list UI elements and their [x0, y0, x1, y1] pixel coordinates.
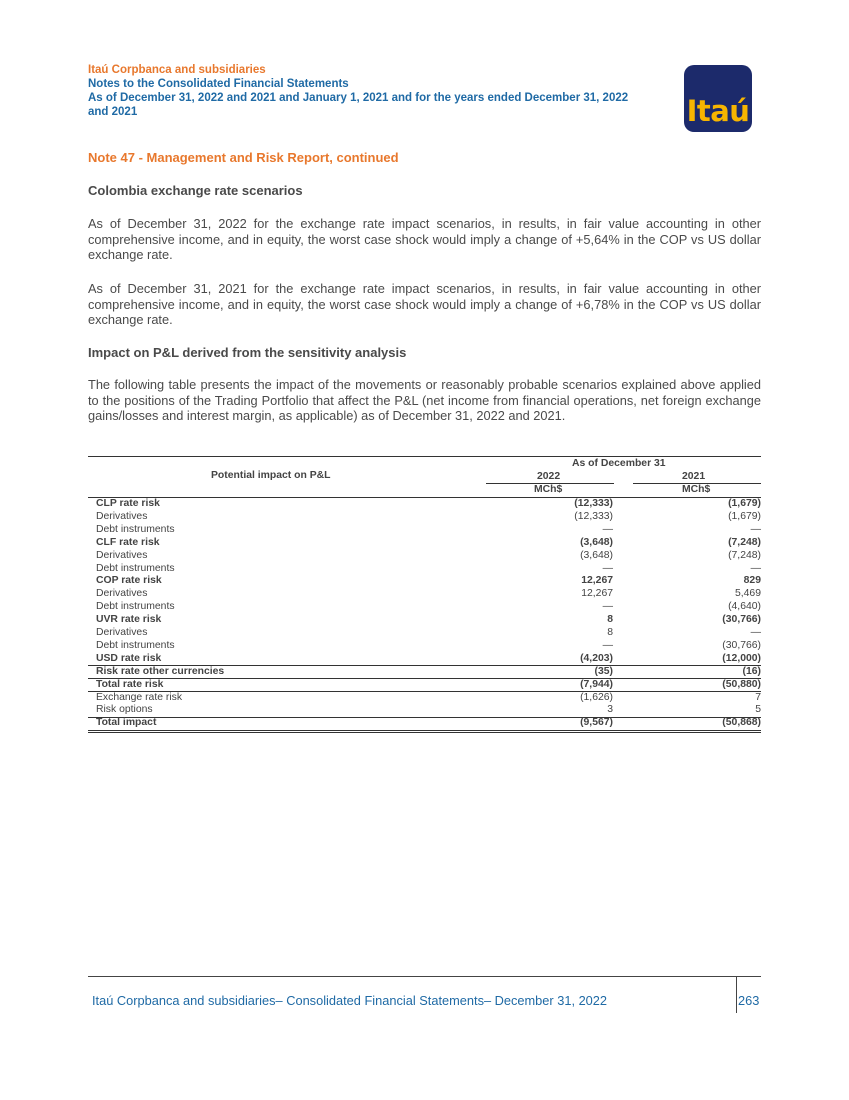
value-2021: (1,679) [728, 510, 761, 522]
note-title: Note 47 - Management and Risk Report, continued [88, 150, 399, 165]
value-2022: (1,626) [580, 691, 613, 703]
row-label: UVR rate risk [96, 614, 162, 626]
table-row [88, 614, 761, 627]
value-2021: (7,248) [728, 549, 761, 561]
header-subtitle: Notes to the Consolidated Financial Statements [88, 78, 349, 90]
table-row [88, 627, 761, 640]
table-row [88, 563, 761, 576]
row-label: Exchange rate risk [96, 691, 183, 703]
period-header: As of December 31 [572, 458, 666, 469]
value-2022: — [602, 523, 613, 535]
company-name: Itaú Corpbanca and subsidiaries [88, 64, 266, 76]
table-row [88, 588, 761, 601]
value-2022: — [602, 639, 613, 651]
value-2021: 5,469 [734, 588, 761, 600]
page-number: 263 [738, 993, 760, 1008]
section-title-impact: Impact on P&L derived from the sensitivity analysis [88, 345, 407, 360]
table-row [88, 524, 761, 537]
footer-divider [736, 976, 737, 1013]
row-label: Risk rate other currencies [96, 665, 225, 677]
value-2022: (3,648) [580, 549, 613, 561]
col-2021-unit: MCh$ [682, 484, 711, 495]
value-2021: 7 [755, 691, 761, 703]
row-label: Debt instruments [96, 523, 175, 535]
row-label: CLF rate risk [96, 536, 160, 548]
value-2021: (1,679) [728, 498, 761, 509]
value-2021: — [750, 523, 761, 535]
row-label: Derivatives [96, 627, 148, 638]
value-2022: (9,567) [580, 717, 613, 729]
value-2022: 8 [607, 614, 613, 626]
table-row [88, 550, 761, 563]
value-2022: (35) [594, 665, 613, 677]
row-label: CLP rate risk [96, 498, 160, 509]
table-row [88, 640, 761, 653]
header-period-cont: and 2021 [88, 106, 138, 118]
table-bottom-rule [88, 732, 761, 733]
table-row [88, 511, 761, 524]
value-2022: (12,333) [574, 510, 613, 522]
table-row [88, 679, 761, 692]
footer-rule [88, 976, 761, 977]
table-row [88, 666, 761, 679]
value-2022: (7,944) [580, 678, 613, 690]
col-2022-unit: MCh$ [534, 484, 563, 495]
logo-text: Itaú [686, 94, 750, 128]
row-label: Debt instruments [96, 562, 175, 574]
value-2022: 12,267 [581, 588, 613, 600]
table-row [88, 498, 761, 511]
row-label: Debt instruments [96, 601, 175, 613]
row-header-label: Potential impact on P&L [211, 470, 331, 481]
col-2021-year: 2021 [682, 471, 706, 482]
value-2022: (4,203) [580, 652, 613, 664]
table-bottom-rule [88, 730, 761, 731]
row-label: Total impact [96, 717, 157, 729]
value-2021: (50,880) [722, 678, 761, 690]
section-title-colombia: Colombia exchange rate scenarios [88, 183, 303, 198]
value-2022: 8 [607, 627, 613, 638]
table-row [88, 692, 761, 705]
paragraph-2022-scenario: As of December 31, 2022 for the exchange rate impact scenarios, in results, in fair value accounting in other comprehensive income, and in equity, the worst case shock would imply a change of +5,64% in the COP vs US dollar exchange rate. [88, 216, 761, 262]
row-label: Derivatives [96, 510, 148, 522]
row-label: COP rate risk [96, 575, 162, 587]
row-label: Derivatives [96, 549, 148, 561]
value-2022: — [602, 562, 613, 574]
itau-logo [684, 65, 752, 132]
table-row [88, 704, 761, 717]
value-2022: 12,267 [581, 575, 613, 587]
table-row [88, 575, 761, 588]
row-label: Total rate risk [96, 678, 164, 690]
value-2021: (30,766) [722, 639, 761, 651]
value-2021: (12,000) [722, 652, 761, 664]
value-2021: 5 [755, 704, 761, 716]
value-2022: (3,648) [580, 536, 613, 548]
col-2022-year: 2022 [537, 471, 561, 482]
row-label: Debt instruments [96, 639, 175, 651]
table-row [88, 653, 761, 666]
value-2021: — [750, 627, 761, 638]
table-row [88, 717, 761, 730]
table-row [88, 601, 761, 614]
value-2021: 829 [743, 575, 761, 587]
header-period: As of December 31, 2022 and 2021 and January 1, 2021 and for the years ended December 31, 2022 [88, 92, 629, 104]
table-top-rule [88, 456, 761, 457]
value-2021: — [750, 562, 761, 574]
value-2021: (30,766) [722, 614, 761, 626]
table-row [88, 537, 761, 550]
row-label: USD rate risk [96, 652, 162, 664]
row-label: Derivatives [96, 588, 148, 600]
value-2021: (4,640) [728, 601, 761, 613]
value-2021: (50,868) [722, 717, 761, 729]
paragraph-2021-scenario: As of December 31, 2021 for the exchange rate impact scenarios, in results, in fair value accounting in other comprehensive income, and in equity, the worst case shock would imply a change of +6,78% in the COP vs US dollar exchange rate. [88, 281, 761, 327]
document-header [88, 63, 678, 119]
paragraph-table-intro: The following table presents the impact of the movements or reasonably probable scenarios explained above applied to the positions of the Trading Portfolio that affect the P&L (net income from financial operations, net foreign exchange gains/losses and interest margin, as applicable) as of December 31, 2022 and 2021. [88, 377, 761, 423]
value-2022: 3 [607, 704, 613, 716]
value-2021: (7,248) [728, 536, 761, 548]
value-2022: — [602, 601, 613, 613]
value-2021: (16) [742, 665, 761, 677]
value-2022: (12,333) [574, 498, 613, 509]
footer-text: Itaú Corpbanca and subsidiaries– Consolidated Financial Statements– December 31, 2022 [92, 993, 608, 1008]
row-label: Risk options [96, 704, 153, 716]
